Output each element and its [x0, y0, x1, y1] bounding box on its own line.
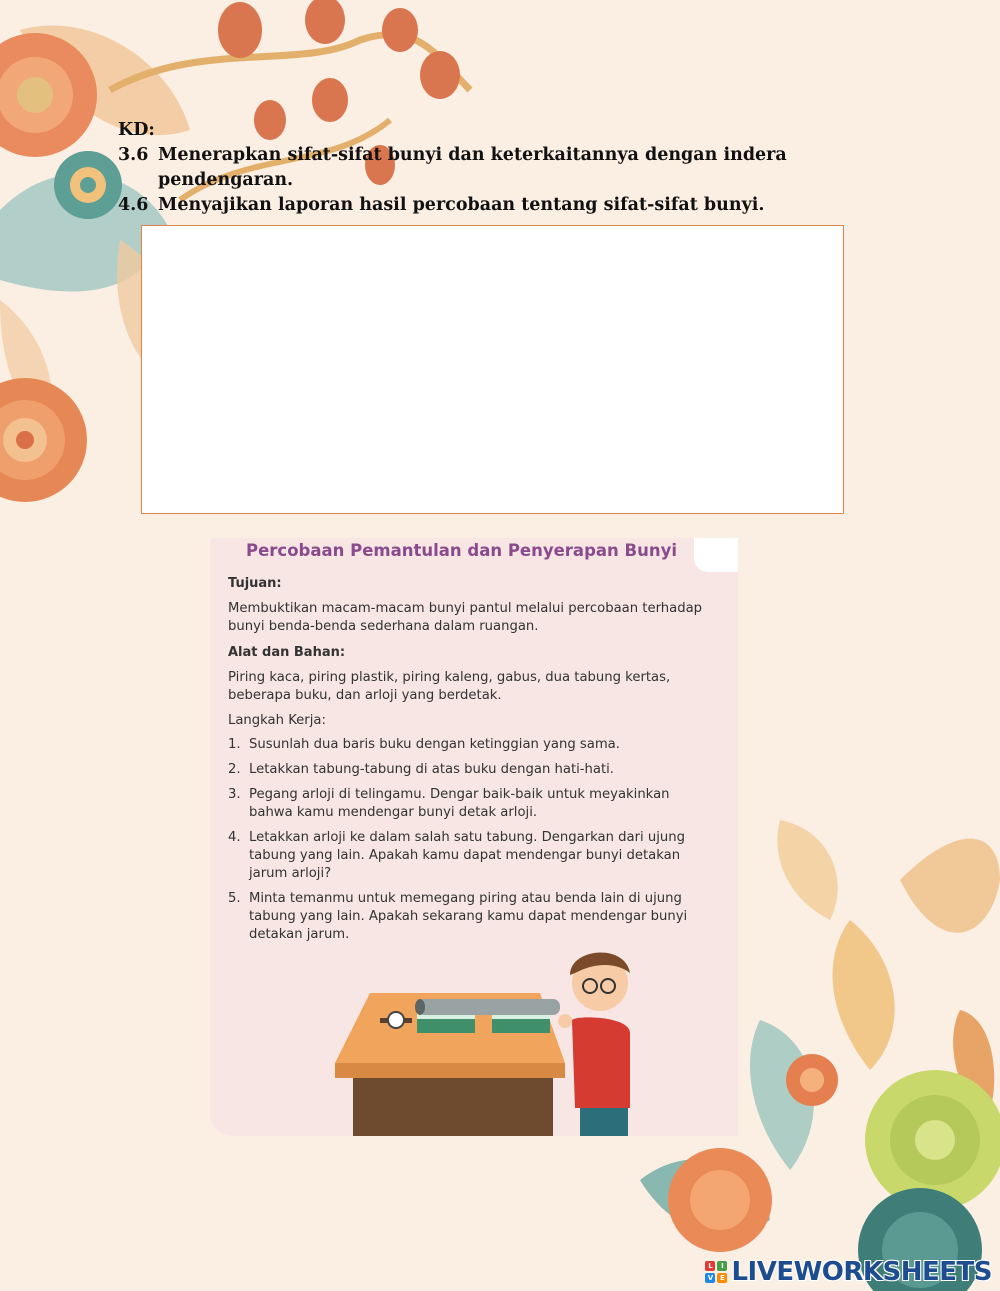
kd-item-number: 3.6: [118, 145, 149, 165]
teal-flower-icon: [54, 151, 122, 219]
kd-item-text: Menerapkan sifat-sifat bunyi dan keterkaitannya dengan indera pendengaran.: [158, 145, 787, 190]
experiment-illustration: [210, 943, 738, 1136]
card-corner-tab: [694, 538, 738, 572]
experiment-card: [210, 538, 738, 1136]
tujuan-section: [228, 575, 728, 636]
alat-label: Alat dan Bahan:: [228, 645, 346, 660]
sunburst-flower-icon: [0, 378, 87, 502]
kd-item-text: Menyajikan laporan hasil percobaan tentang sifat-sifat bunyi.: [158, 195, 765, 215]
list-item: 3. Pegang arloji di telingamu. Dengar baik-baik untuk meyakinkan bahwa kamu mendengar bunyi detak arloji.: [228, 787, 670, 820]
paper-tube-icon: [415, 999, 560, 1015]
liveworksheets-logo: [705, 1257, 992, 1287]
tujuan-label: Tujuan:: [228, 576, 282, 591]
steps-list: [228, 736, 728, 951]
kd-item: [118, 193, 838, 218]
langkah-label: Langkah Kerja:: [228, 713, 326, 728]
orange-rose-icon: [668, 1148, 772, 1252]
boy-icon: [558, 953, 630, 1136]
green-rose-icon: [865, 1070, 1000, 1210]
list-item: 5. Minta temanmu untuk memegang piring atau benda lain di ujung tabung yang lain. Apakah sekarang kamu dapat mendengar bunyi detakan jarum.: [228, 891, 688, 942]
experiment-title: Percobaan Pemantulan dan Penyerapan Bunyi: [246, 541, 677, 560]
logo-wordmark: LIVEWORKSHEETS: [731, 1257, 992, 1287]
list-item: 2. Letakkan tabung-tabung di atas buku dengan hati-hati.: [228, 762, 614, 777]
answer-text-box[interactable]: [141, 225, 844, 514]
alat-text: Piring kaca, piring plastik, piring kaleng, gabus, dua tabung kertas, beberapa buku, dan arloji yang berdetak.: [228, 670, 671, 703]
orange-bud-icon: [786, 1054, 838, 1106]
list-item: 1. Susunlah dua baris buku dengan ketinggian yang sama.: [228, 737, 620, 752]
logo-tiles-icon: L I V E: [705, 1261, 727, 1283]
kd-section: [118, 118, 838, 218]
tujuan-text: Membuktikan macam-macam bunyi pantul melalui percobaan terhadap bunyi benda-benda sederhana dalam ruangan.: [228, 601, 703, 634]
kd-item: [118, 143, 838, 193]
alat-section: [228, 644, 728, 705]
list-item: 4. Letakkan arloji ke dalam salah satu tabung. Dengarkan dari ujung tabung yang lain. Apakah kamu dapat mendengar bunyi detakan jarum arloji?: [228, 830, 686, 881]
kd-item-number: 4.6: [118, 195, 149, 215]
kd-heading: KD:: [118, 120, 155, 140]
